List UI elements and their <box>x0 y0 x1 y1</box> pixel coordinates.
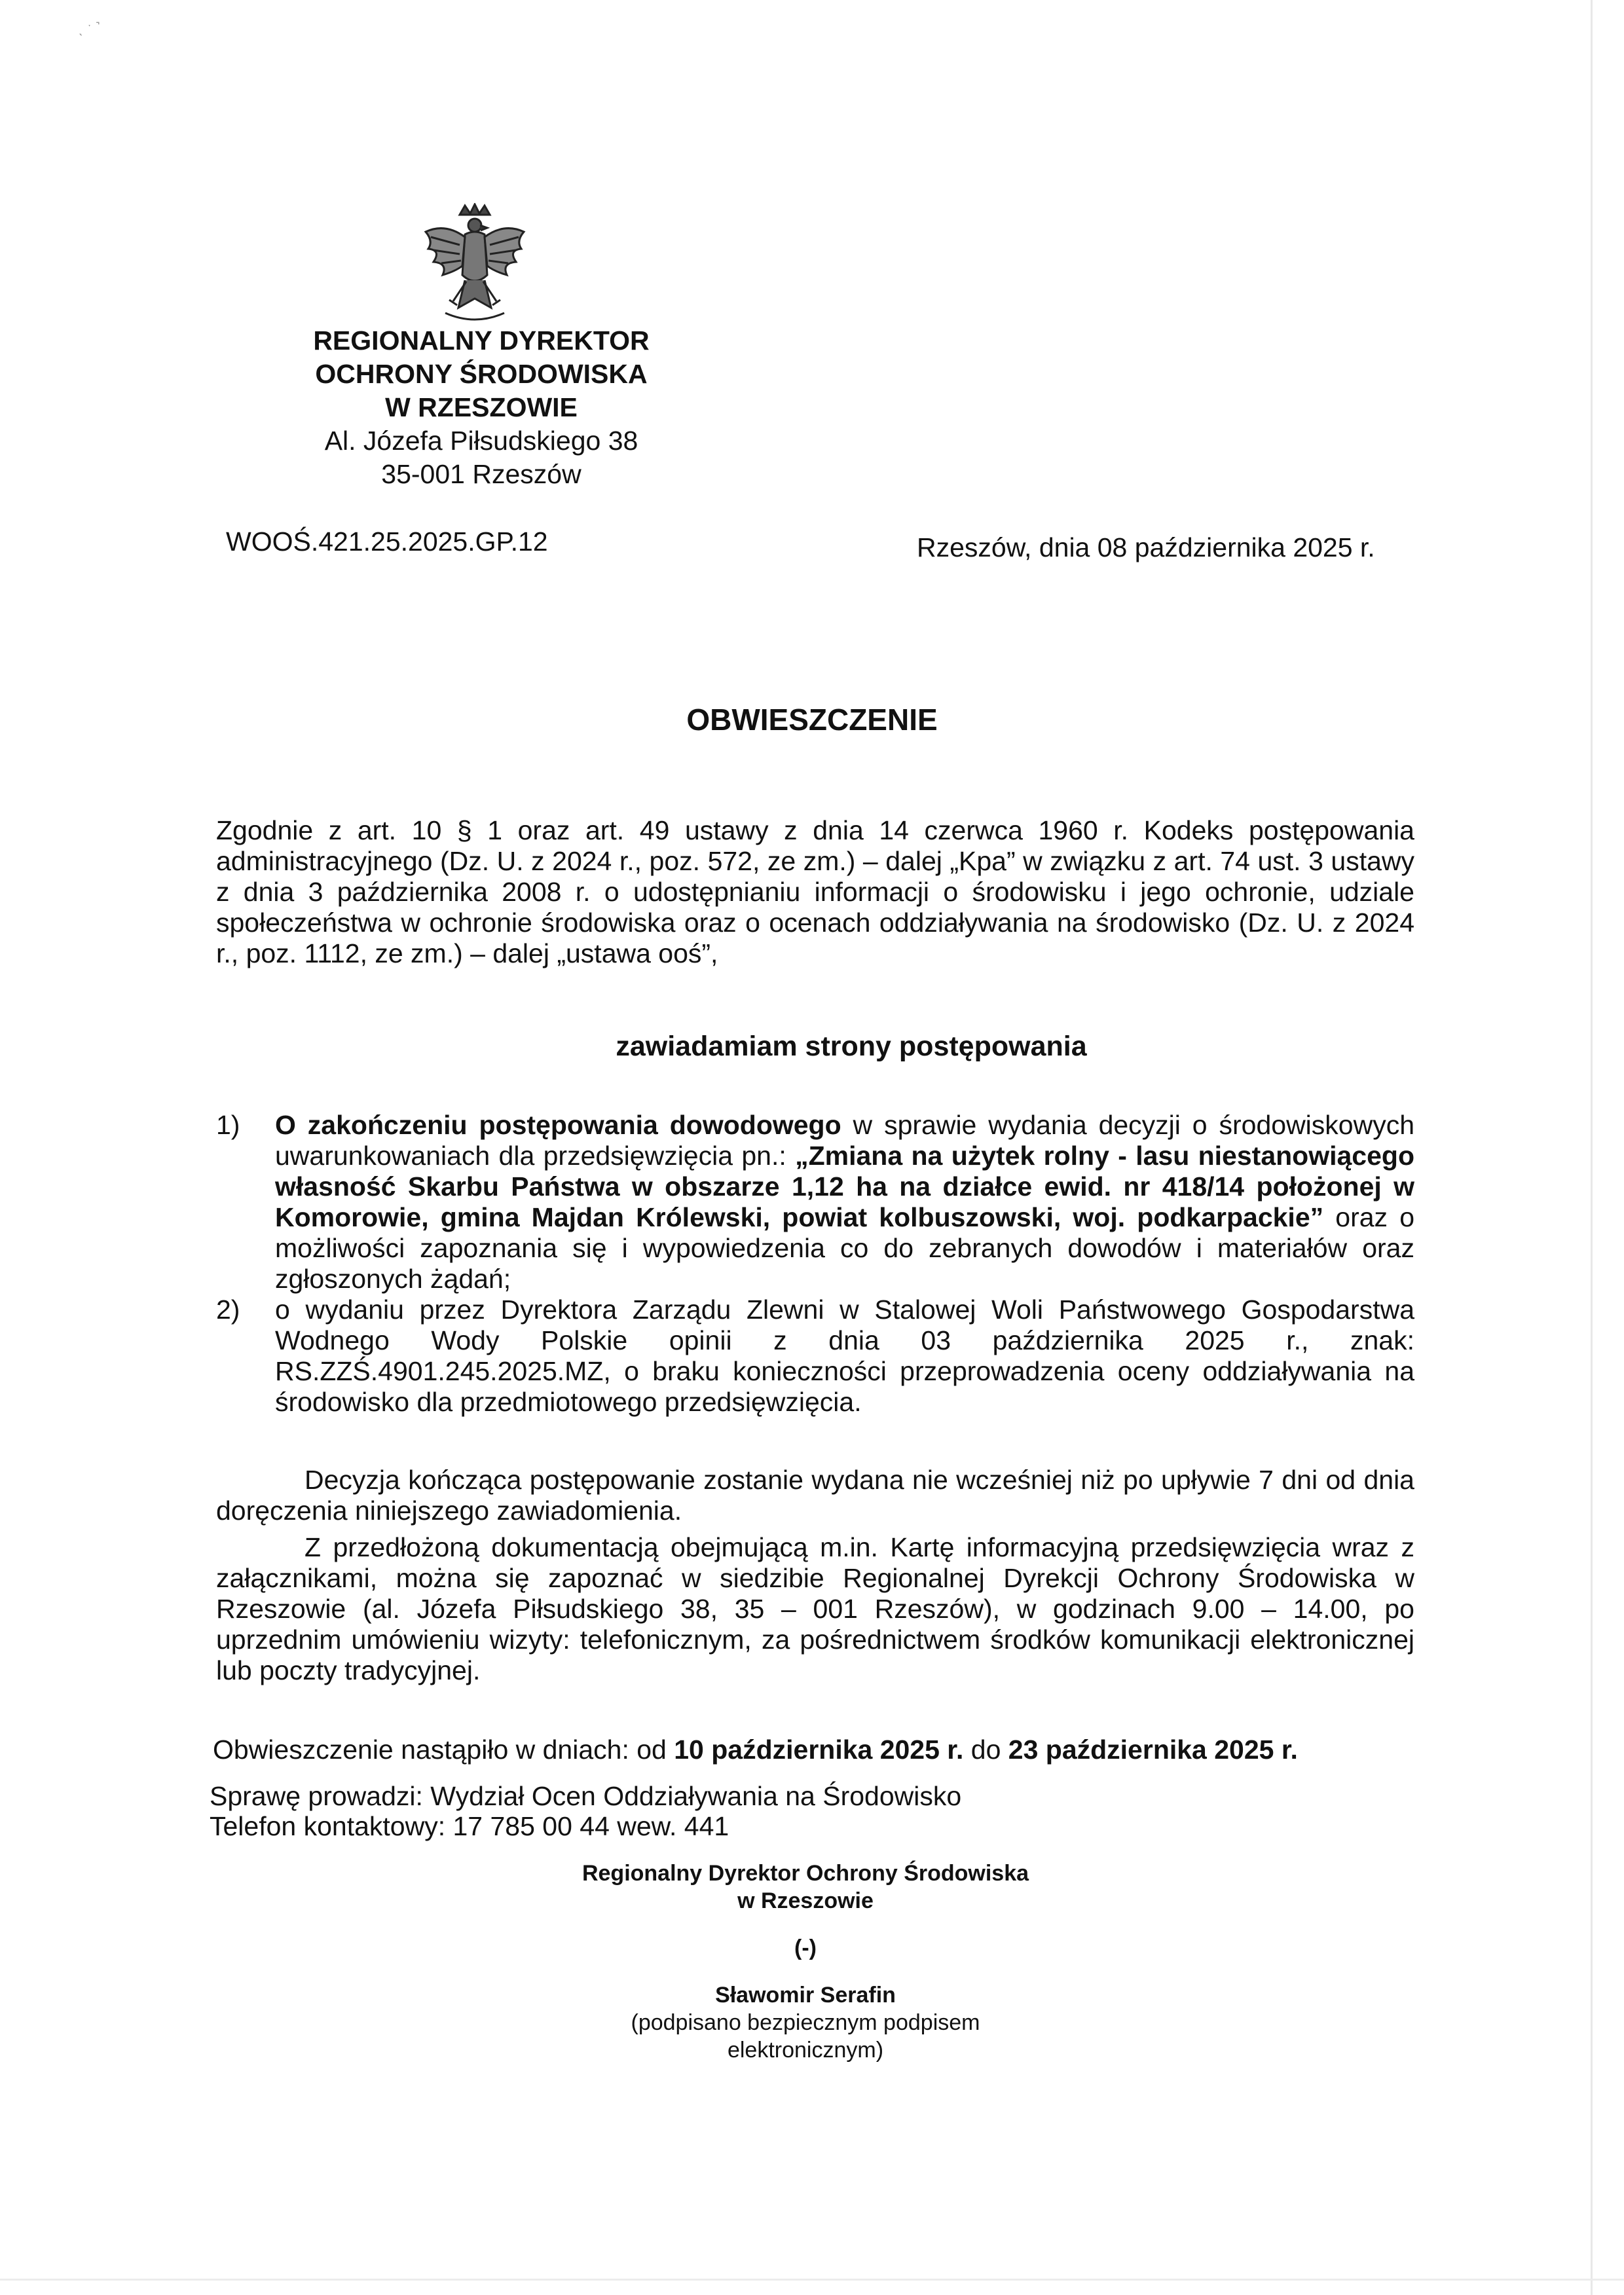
case-reference-number: WOOŚ.421.25.2025.GP.12 <box>226 526 548 557</box>
contact-info <box>210 1781 961 1841</box>
issuer-name-line1: REGIONALNY DYREKTOR <box>313 325 650 356</box>
publication-prefix: Obwieszczenie nastąpiło w dniach: od <box>213 1735 674 1765</box>
list-item-number: 2) <box>216 1294 240 1325</box>
notification-list <box>216 1110 1414 1418</box>
list-item <box>216 1294 1414 1418</box>
decision-timing-paragraph: Decyzja kończąca postępowanie zostanie wydana nie wcześniej niż po upływie 7 dni od dnia doręczenia niniejszego zawiadomienia. <box>216 1465 1414 1526</box>
scan-edge <box>1591 0 1593 2295</box>
signature-note: (podpisano bezpiecznym podpisem elektronicznym) <box>631 2010 980 2063</box>
list-item-number: 1) <box>216 1110 240 1140</box>
signatory-title-location: w Rzeszowie <box>737 1888 874 1913</box>
documentation-access-paragraph: Z przedłożoną dokumentacją obejmującą m.in. Kartę informacyjną przedsięwzięcia wraz z załącznikami, można się zapoznać w siedzibie Regionalnej Dyrekcji Ochrony Środowiska w Rzeszowie (al. Józefa Piłsudskiego 38, 35 – 001 Rzeszów), w godzinach 9.00 – 14.00, po uprzednim umówieniu wizyty: telefonicznym, za pośrednictwem środków komunikacji elektronicznej lub poczty tradycyjnej. <box>216 1532 1414 1685</box>
signature-mark: (-) <box>794 1936 817 1960</box>
publication-middle: do <box>963 1735 1008 1765</box>
document-date: Rzeszów, dnia 08 października 2025 r. <box>917 532 1375 562</box>
publication-from-date: 10 października 2025 r. <box>674 1735 964 1765</box>
issuer-address-street: Al. Józefa Piłsudskiego 38 <box>324 426 638 456</box>
document-title: OBWIESZCZENIE <box>686 703 938 737</box>
scan-artifact: ˎ ˑ ˺ <box>79 20 100 36</box>
issuer-name-line3: W RZESZOWIE <box>385 392 578 422</box>
issuer-header <box>232 324 730 491</box>
list-item <box>216 1110 1414 1294</box>
publication-to-date: 23 października 2025 r. <box>1008 1735 1298 1765</box>
list-item-text: w sprawie wydania decyzji o środowiskowych uwarunkowaniach dla przedsięwzięcia pn.: <box>275 1110 1415 1171</box>
signatory-title: Regionalny Dyrektor Ochrony Środowiska <box>581 1861 1029 1886</box>
issuer-name-line2: OCHRONY ŚRODOWISKA <box>315 359 648 389</box>
list-item-text: o wydaniu przez Dyrektora Zarządu Zlewni w Stalowej Woli Państwowego Gospodarstwa Wodnego Wody Polskie opinii z dnia 03 października 2025 r., znak: RS.ZZŚ.4901.245.2025.MZ, o braku konieczności przeprowadzenia oceny oddziaływania na środowisko dla przedmiotowego przedsięwzięcia. <box>275 1294 1414 1417</box>
case-handler: Sprawę prowadzi: Wydział Ocen Oddziaływania na Środowisko <box>210 1781 962 1811</box>
issuer-address-city: 35-001 Rzeszów <box>381 459 581 489</box>
coat-of-arms-eagle-icon <box>419 203 530 327</box>
publication-period <box>213 1734 1457 1766</box>
signature-block <box>576 1860 1035 2064</box>
list-item-text: oraz o możliwości zapoznania się i wypowiedzenia co do zebranych dowodów i materiałów oraz zgłoszonych żądań; <box>275 1202 1414 1294</box>
scan-edge <box>0 2279 1624 2281</box>
signatory-name: Sławomir Serafin <box>715 1983 896 2008</box>
project-name: „Zmiana na użytek rolny - lasu niestanowiącego własność Skarbu Państwa w obszarze 1,12 ha na działce ewid. nr 418/14 położonej w Komorowie, gmina Majdan Królewski, powiat kolbuszowski, woj. podkarpackie” <box>275 1141 1414 1232</box>
intro-paragraph: Zgodnie z art. 10 § 1 oraz art. 49 ustawy z dnia 14 czerwca 1960 r. Kodeks postępowania administracyjnego (Dz. U. z 2024 r., poz. 572, ze zm.) – dalej „Kpa” w związku z art. 74 ust. 3 ustawy z dnia 3 października 2008 r. o udostępnianiu informacji o środowisku i jego ochronie, udziale społeczeństwa w ochronie środowiska oraz o ocenach oddziaływania na środowisko (Dz. U. z 2024 r., poz. 1112, ze zm.) – dalej „ustawa ooś”, <box>216 815 1414 968</box>
notify-heading: zawiadamiam strony postępowania <box>616 1031 1087 1062</box>
contact-phone: Telefon kontaktowy: 17 785 00 44 wew. 441 <box>210 1811 729 1841</box>
list-item-bold-lead: O zakończeniu postępowania dowodowego <box>275 1110 841 1140</box>
